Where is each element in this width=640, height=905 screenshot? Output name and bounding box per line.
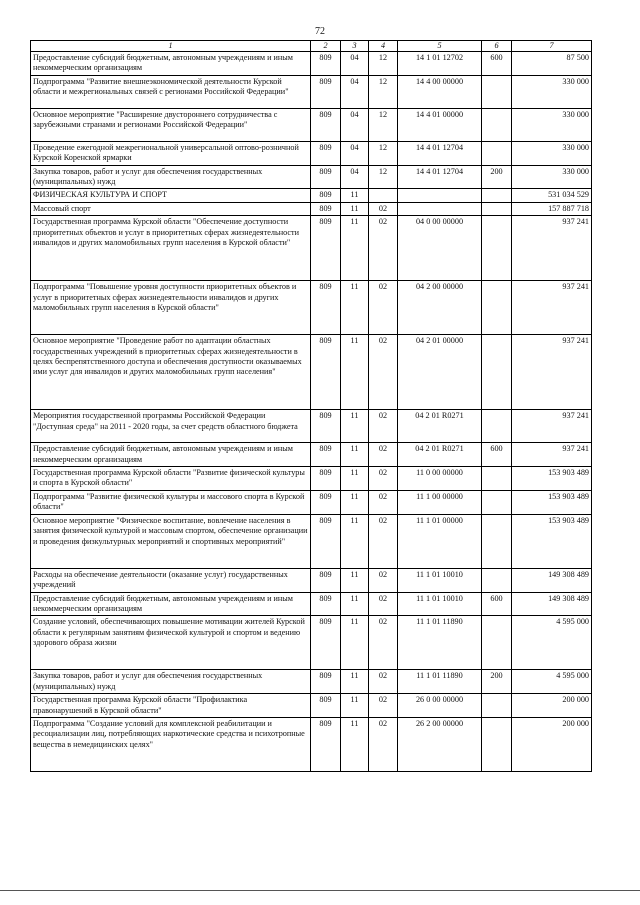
- cell-rz: 11: [341, 335, 369, 410]
- table-row: [31, 514, 592, 568]
- cell-rz: 11: [341, 443, 369, 467]
- column-header-sum: 7: [512, 41, 592, 52]
- cell-vr: [482, 717, 512, 771]
- cell-rz: 11: [341, 717, 369, 771]
- cell-vr: [482, 141, 512, 165]
- cell-gr: 809: [311, 335, 341, 410]
- cell-sum: 4 595 000: [512, 616, 592, 670]
- cell-name: Предоставление субсидий бюджетным, автономным учреждениям и иным некоммерческим организациям: [31, 592, 311, 616]
- cell-rz: 04: [341, 52, 369, 76]
- cell-vr: 600: [482, 592, 512, 616]
- cell-gr: 809: [311, 281, 341, 335]
- table-row: [31, 490, 592, 514]
- cell-gr: 809: [311, 592, 341, 616]
- cell-csr: 14 4 01 12704: [398, 141, 482, 165]
- cell-csr: 14 4 01 12704: [398, 165, 482, 189]
- cell-gr: 809: [311, 694, 341, 718]
- cell-gr: 809: [311, 52, 341, 76]
- cell-csr: 11 1 01 00000: [398, 514, 482, 568]
- cell-gr: 809: [311, 189, 341, 202]
- cell-rz: 11: [341, 616, 369, 670]
- cell-name: Основное мероприятие "Проведение работ по адаптации областных государственных учреждений в приоритетных сферах жизнедеятельности в целях беспрепятственного доступа и обеспечения доступности оказываемых ими услуг для инвалидов и других маломобильных групп населения": [31, 335, 311, 410]
- cell-sum: 153 903 489: [512, 467, 592, 491]
- table-row: [31, 616, 592, 670]
- cell-csr: 04 0 00 00000: [398, 216, 482, 281]
- cell-sum: 330 000: [512, 141, 592, 165]
- table-row: [31, 568, 592, 592]
- cell-vr: [482, 467, 512, 491]
- cell-name: Подпрограмма "Развитие внешнеэкономической деятельности Курской области и межрегиональных связей с регионами Российской Федерации": [31, 75, 311, 108]
- table-row: [31, 108, 592, 141]
- cell-rz: 04: [341, 165, 369, 189]
- table-row: [31, 52, 592, 76]
- cell-vr: [482, 189, 512, 202]
- table-body: [31, 52, 592, 772]
- cell-pr: 02: [369, 281, 398, 335]
- cell-rz: 04: [341, 75, 369, 108]
- cell-csr: 14 4 00 00000: [398, 75, 482, 108]
- table-row: [31, 216, 592, 281]
- cell-sum: 937 241: [512, 443, 592, 467]
- cell-pr: 02: [369, 335, 398, 410]
- table-row: [31, 165, 592, 189]
- cell-vr: [482, 568, 512, 592]
- cell-csr: 14 4 01 00000: [398, 108, 482, 141]
- cell-pr: 12: [369, 108, 398, 141]
- cell-vr: [482, 694, 512, 718]
- cell-sum: 330 000: [512, 165, 592, 189]
- cell-gr: 809: [311, 443, 341, 467]
- cell-vr: [482, 202, 512, 215]
- column-header-vr: 6: [482, 41, 512, 52]
- cell-rz: 11: [341, 202, 369, 215]
- cell-sum: 153 903 489: [512, 514, 592, 568]
- cell-name: Подпрограмма "Создание условий для комплексной реабилитации и ресоциализации лиц, потребляющих наркотические средства и психотропные вещества в немедицинских целях": [31, 717, 311, 771]
- cell-sum: 330 000: [512, 108, 592, 141]
- cell-csr: 04 2 01 R0271: [398, 410, 482, 443]
- cell-pr: 02: [369, 467, 398, 491]
- column-header-rz: 3: [341, 41, 369, 52]
- cell-csr: 11 1 01 11890: [398, 670, 482, 694]
- table-row: [31, 467, 592, 491]
- cell-sum: 531 034 529: [512, 189, 592, 202]
- cell-sum: 153 903 489: [512, 490, 592, 514]
- page-number: 72: [315, 26, 325, 37]
- cell-name: ФИЗИЧЕСКАЯ КУЛЬТУРА И СПОРТ: [31, 189, 311, 202]
- cell-vr: 200: [482, 165, 512, 189]
- cell-rz: 11: [341, 467, 369, 491]
- cell-rz: 11: [341, 410, 369, 443]
- cell-name: Предоставление субсидий бюджетным, автономным учреждениям и иным некоммерческим организациям: [31, 443, 311, 467]
- table-row: [31, 670, 592, 694]
- cell-pr: 12: [369, 52, 398, 76]
- cell-pr: 02: [369, 717, 398, 771]
- cell-vr: 200: [482, 670, 512, 694]
- cell-vr: [482, 410, 512, 443]
- cell-csr: 04 2 01 00000: [398, 335, 482, 410]
- cell-gr: 809: [311, 165, 341, 189]
- column-header-pr: 4: [369, 41, 398, 52]
- cell-pr: [369, 189, 398, 202]
- cell-csr: 14 1 01 12702: [398, 52, 482, 76]
- cell-sum: 330 000: [512, 75, 592, 108]
- cell-pr: 02: [369, 410, 398, 443]
- cell-sum: 937 241: [512, 281, 592, 335]
- cell-sum: 87 500: [512, 52, 592, 76]
- cell-name: Мероприятия государственной программы Российской Федерации "Доступная среда" на 2011 - 2020 годы, за счет средств областного бюджета: [31, 410, 311, 443]
- cell-vr: [482, 514, 512, 568]
- cell-sum: 937 241: [512, 216, 592, 281]
- cell-vr: [482, 335, 512, 410]
- cell-pr: 02: [369, 616, 398, 670]
- cell-gr: 809: [311, 568, 341, 592]
- cell-name: Предоставление субсидий бюджетным, автономным учреждениям и иным некоммерческим организациям: [31, 52, 311, 76]
- cell-name: Создание условий, обеспечивающих повышение мотивации жителей Курской области к регулярным занятиям физической культурой и спортом и ведению здорового образа жизни: [31, 616, 311, 670]
- cell-sum: 200 000: [512, 694, 592, 718]
- cell-name: Закупка товаров, работ и услуг для обеспечения государственных (муниципальных) нужд: [31, 670, 311, 694]
- cell-name: Подпрограмма "Развитие физической культуры и массового спорта в Курской области": [31, 490, 311, 514]
- cell-sum: 937 241: [512, 335, 592, 410]
- cell-sum: 157 887 718: [512, 202, 592, 215]
- cell-pr: 02: [369, 568, 398, 592]
- cell-gr: 809: [311, 410, 341, 443]
- column-header-csr: 5: [398, 41, 482, 52]
- table-row: [31, 75, 592, 108]
- cell-csr: 11 1 01 10010: [398, 568, 482, 592]
- cell-pr: 02: [369, 592, 398, 616]
- cell-pr: 12: [369, 75, 398, 108]
- cell-name: Расходы на обеспечение деятельности (оказание услуг) государственных учреждений: [31, 568, 311, 592]
- table-row: [31, 335, 592, 410]
- cell-pr: 02: [369, 670, 398, 694]
- table-row: [31, 410, 592, 443]
- cell-sum: 4 595 000: [512, 670, 592, 694]
- cell-csr: 26 0 00 00000: [398, 694, 482, 718]
- cell-rz: 11: [341, 514, 369, 568]
- cell-vr: [482, 616, 512, 670]
- table-row: [31, 717, 592, 771]
- cell-csr: [398, 189, 482, 202]
- table-row: [31, 694, 592, 718]
- cell-vr: [482, 281, 512, 335]
- cell-rz: 11: [341, 189, 369, 202]
- cell-csr: 26 2 00 00000: [398, 717, 482, 771]
- cell-gr: 809: [311, 108, 341, 141]
- cell-vr: 600: [482, 52, 512, 76]
- cell-sum: 937 241: [512, 410, 592, 443]
- cell-vr: 600: [482, 443, 512, 467]
- cell-rz: 04: [341, 108, 369, 141]
- cell-gr: 809: [311, 616, 341, 670]
- cell-name: Закупка товаров, работ и услуг для обеспечения государственных (муниципальных) нужд: [31, 165, 311, 189]
- cell-rz: 11: [341, 592, 369, 616]
- cell-name: Государственная программа Курской области "Профилактика правонарушений в Курской области": [31, 694, 311, 718]
- cell-gr: 809: [311, 75, 341, 108]
- cell-gr: 809: [311, 514, 341, 568]
- cell-pr: 02: [369, 216, 398, 281]
- cell-pr: 02: [369, 490, 398, 514]
- budget-table: [30, 40, 592, 772]
- cell-csr: 11 1 00 00000: [398, 490, 482, 514]
- cell-name: Проведение ежегодной межрегиональной универсальной оптово-розничной Курской Коренской ярмарки: [31, 141, 311, 165]
- cell-gr: 809: [311, 670, 341, 694]
- cell-gr: 809: [311, 467, 341, 491]
- cell-pr: 02: [369, 443, 398, 467]
- cell-csr: 11 0 00 00000: [398, 467, 482, 491]
- cell-rz: 11: [341, 694, 369, 718]
- cell-csr: [398, 202, 482, 215]
- cell-rz: 11: [341, 216, 369, 281]
- cell-vr: [482, 490, 512, 514]
- cell-rz: 04: [341, 141, 369, 165]
- column-header-gr: 2: [311, 41, 341, 52]
- table-row: [31, 443, 592, 467]
- cell-sum: 200 000: [512, 717, 592, 771]
- cell-csr: 04 2 01 R0271: [398, 443, 482, 467]
- table-row: [31, 141, 592, 165]
- cell-sum: 149 308 489: [512, 592, 592, 616]
- table-row: [31, 592, 592, 616]
- cell-csr: 04 2 00 00000: [398, 281, 482, 335]
- cell-name: Основное мероприятие "Физическое воспитание, вовлечение населения в занятия физической культурой и массовым спортом, обеспечение организации и проведения физкультурных мероприятий и спортивных мероприятий": [31, 514, 311, 568]
- cell-name: Государственная программа Курской области "Развитие физической культуры и спорта в Курской области": [31, 467, 311, 491]
- cell-vr: [482, 216, 512, 281]
- cell-csr: 11 1 01 11890: [398, 616, 482, 670]
- cell-rz: 11: [341, 281, 369, 335]
- cell-pr: 12: [369, 141, 398, 165]
- cell-gr: 809: [311, 216, 341, 281]
- cell-pr: 02: [369, 694, 398, 718]
- cell-name: Массовый спорт: [31, 202, 311, 215]
- cell-gr: 809: [311, 490, 341, 514]
- cell-vr: [482, 75, 512, 108]
- cell-name: Основное мероприятие "Расширение двустороннего сотрудничества с зарубежными странами и регионами Российской Федерации": [31, 108, 311, 141]
- cell-rz: 11: [341, 490, 369, 514]
- cell-rz: 11: [341, 670, 369, 694]
- cell-pr: 02: [369, 514, 398, 568]
- page-bottom-divider: [0, 890, 640, 891]
- cell-gr: 809: [311, 141, 341, 165]
- table-row: [31, 189, 592, 202]
- cell-name: Подпрограмма "Повышение уровня доступности приоритетных объектов и услуг в приоритетных сферах жизнедеятельности инвалидов и других маломобильных групп населения в Курской области": [31, 281, 311, 335]
- cell-rz: 11: [341, 568, 369, 592]
- cell-sum: 149 308 489: [512, 568, 592, 592]
- cell-gr: 809: [311, 717, 341, 771]
- cell-vr: [482, 108, 512, 141]
- cell-csr: 11 1 01 10010: [398, 592, 482, 616]
- cell-name: Государственная программа Курской области "Обеспечение доступности приоритетных объектов и услуг в приоритетных сферах жизнедеятельности инвалидов и других маломобильных групп населения в Курской области": [31, 216, 311, 281]
- table-row: [31, 281, 592, 335]
- cell-pr: 02: [369, 202, 398, 215]
- cell-gr: 809: [311, 202, 341, 215]
- column-header-name: 1: [31, 41, 311, 52]
- cell-pr: 12: [369, 165, 398, 189]
- table-header-row: [31, 41, 592, 52]
- table-row: [31, 202, 592, 215]
